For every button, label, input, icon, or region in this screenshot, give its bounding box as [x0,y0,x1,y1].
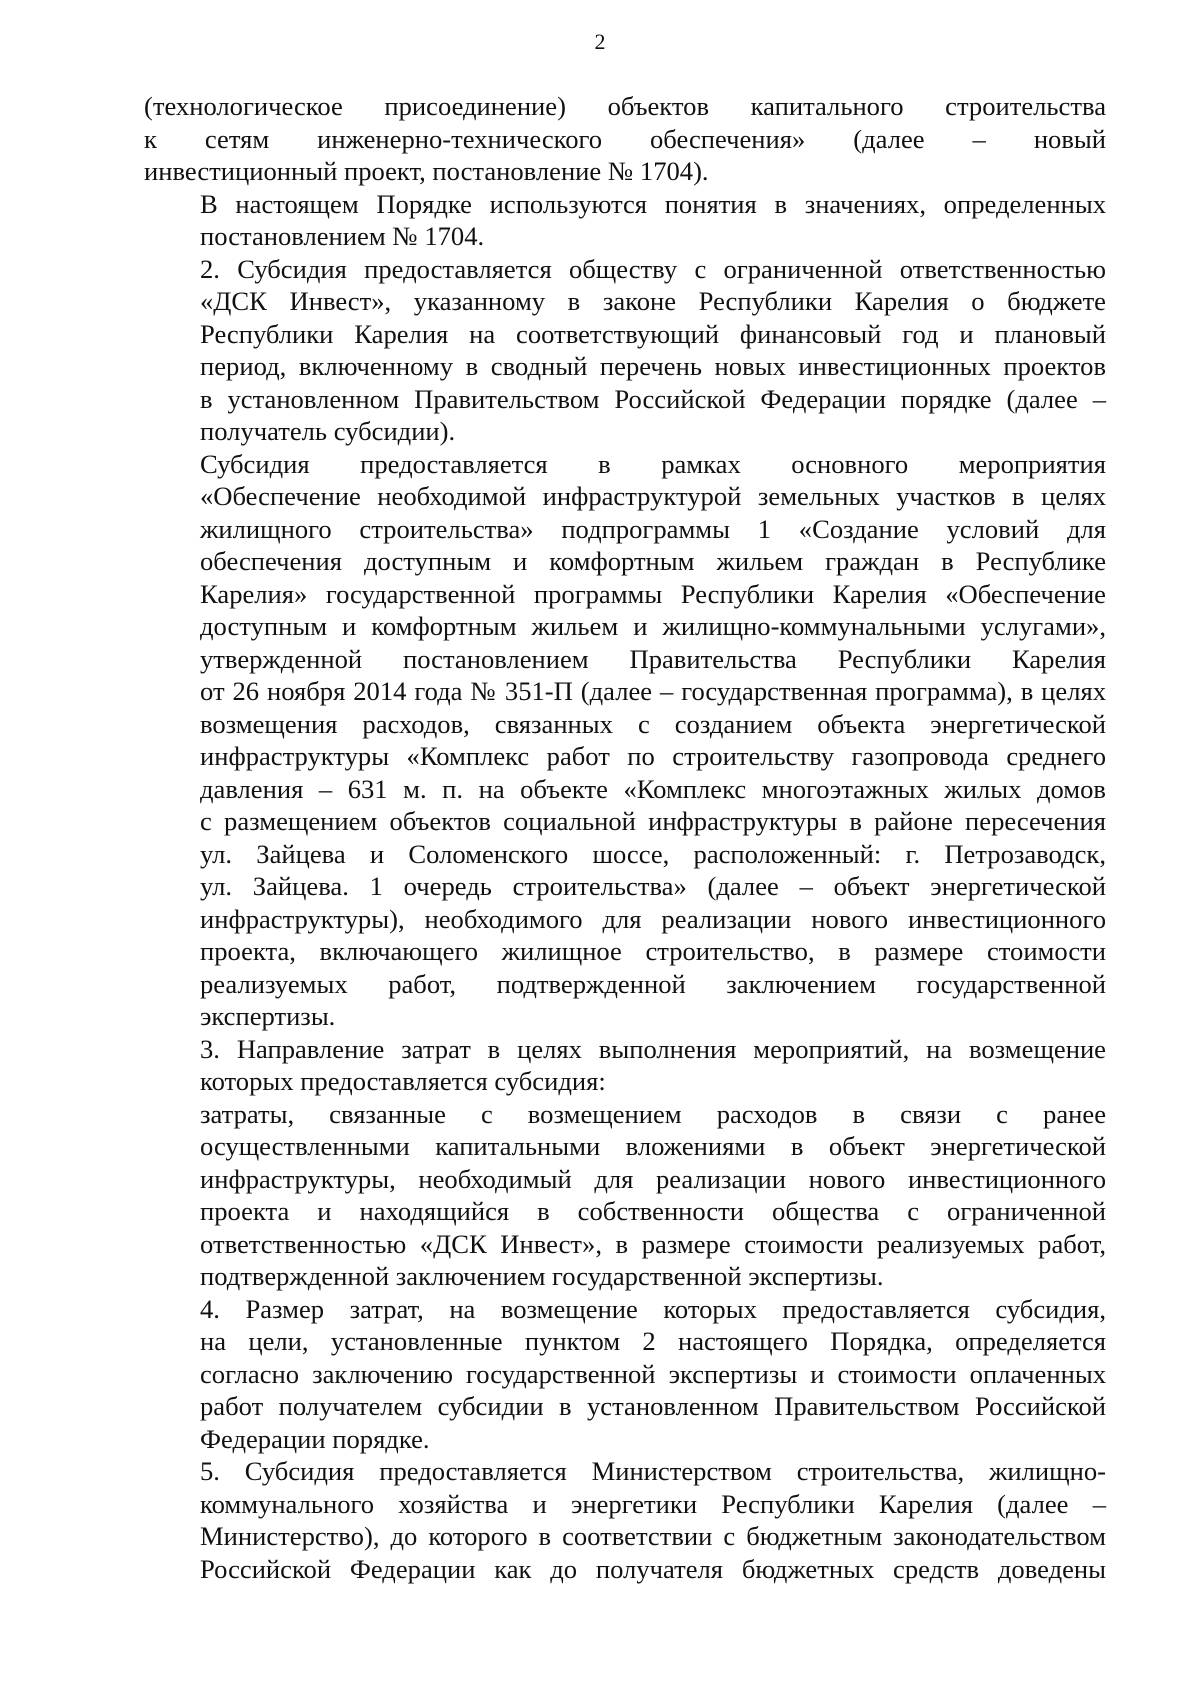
text-line: Федерации порядке. [200,1423,430,1454]
text-line: ответственностью «ДСК Инвест», в размере стоимости реализуемых работ, [200,1228,1106,1259]
text-line: ул. Зайцева и Соломенского шоссе, расположенный: г. Петрозаводск, [200,838,1106,869]
document-body [144,90,1106,1585]
text-line: проекта, включающего жилищное строительство, в размере стоимости [200,936,1106,966]
text-line: Республики Карелия на соответствующий финансовый год и плановый [200,318,1106,349]
paragraph [144,188,1106,253]
page-number: 2 [594,29,606,54]
text-line: жилищного строительства» подпрограммы 1 «Создание условий для [200,513,1106,544]
paragraph [144,1293,1106,1456]
text-line: 3. Направление затрат в целях выполнения мероприятий, на возмещение [200,1033,1106,1064]
text-line: возмещения расходов, связанных с созданием объекта энергетической [200,708,1106,739]
paragraph [144,90,1106,188]
text-line: постановлением № 1704. [200,221,485,251]
text-line: 4. Размер затрат, на возмещение которых предоставляется субсидия, [200,1293,1106,1324]
text-line: в установленном Правительством Российской Федерации порядке (далее – [200,383,1106,414]
text-line: обеспечения доступным и комфортным жильем граждан в Республике [200,546,1106,576]
text-line: доступным и комфортным жильем и жилищно-коммунальными услугами», [200,611,1106,641]
text-line: к сетям инженерно-технического обеспечения» (далее – новый [144,123,1106,154]
text-line: инфраструктуры), необходимого для реализации нового инвестиционного [200,903,1106,934]
text-line: работ получателем субсидии в установленном Правительством Российской [200,1391,1106,1421]
paragraph [144,1455,1106,1585]
paragraph [144,1098,1106,1293]
text-line: инфраструктуры «Комплекс работ по строительству газопровода среднего [200,741,1106,771]
text-line: от 26 ноября 2014 года № 351-П (далее – государственная программа), в целях [200,676,1106,706]
text-line: Карелия» государственной программы Республики Карелия «Обеспечение [200,578,1106,609]
text-line: давления – 631 м. п. на объекте «Комплекс многоэтажных жилых домов [200,773,1106,804]
text-line: проекта и находящийся в собственности общества с ограниченной [200,1196,1106,1226]
text-line: экспертизы. [200,1001,336,1031]
text-line: период, включенному в сводный перечень новых инвестиционных проектов [200,351,1106,381]
paragraph [144,448,1106,1033]
text-line: Субсидия предоставляется в рамках основного мероприятия [200,448,1106,479]
text-line: которых предоставляется субсидия: [200,1066,606,1096]
text-line: «ДСК Инвест», указанному в законе Республики Карелия о бюджете [200,286,1106,316]
text-line: на цели, установленные пунктом 2 настоящего Порядка, определяется [200,1326,1106,1356]
text-line: согласно заключению государственной экспертизы и стоимости оплаченных [200,1358,1106,1389]
text-line: затраты, связанные с возмещением расходов в связи с ранее [200,1098,1106,1129]
text-line: инвестиционный проект, постановление № 1704). [144,156,709,186]
text-line: коммунального хозяйства и энергетики Республики Карелия (далее – [200,1488,1106,1519]
text-line: В настоящем Порядке используются понятия в значениях, определенных [200,188,1106,219]
paragraph [144,1033,1106,1098]
text-line: осуществленными капитальными вложениями в объект энергетической [200,1131,1106,1161]
text-line: с размещением объектов социальной инфраструктуры в районе пересечения [200,806,1106,836]
paragraph [144,253,1106,448]
text-line: (технологическое присоединение) объектов капитального строительства [144,91,1106,121]
text-line: Министерство), до которого в соответствии с бюджетным законодательством [200,1521,1106,1551]
text-line: получатель субсидии). [200,416,456,446]
text-line: 2. Субсидия предоставляется обществу с ограниченной ответственностью [200,253,1106,284]
text-line: «Обеспечение необходимой инфраструктурой земельных участков в целях [200,481,1106,511]
text-line: инфраструктуры, необходимый для реализации нового инвестиционного [200,1163,1106,1194]
text-line: подтвержденной заключением государственной экспертизы. [200,1261,884,1291]
text-line: ул. Зайцева. 1 очередь строительства» (далее – объект энергетической [200,871,1106,901]
text-line: 5. Субсидия предоставляется Министерством строительства, жилищно- [200,1456,1106,1486]
text-line: утвержденной постановлением Правительства Республики Карелия [200,643,1106,674]
text-line: Российской Федерации как до получателя бюджетных средств доведены [200,1553,1106,1584]
text-line: реализуемых работ, подтвержденной заключением государственной [200,968,1106,999]
